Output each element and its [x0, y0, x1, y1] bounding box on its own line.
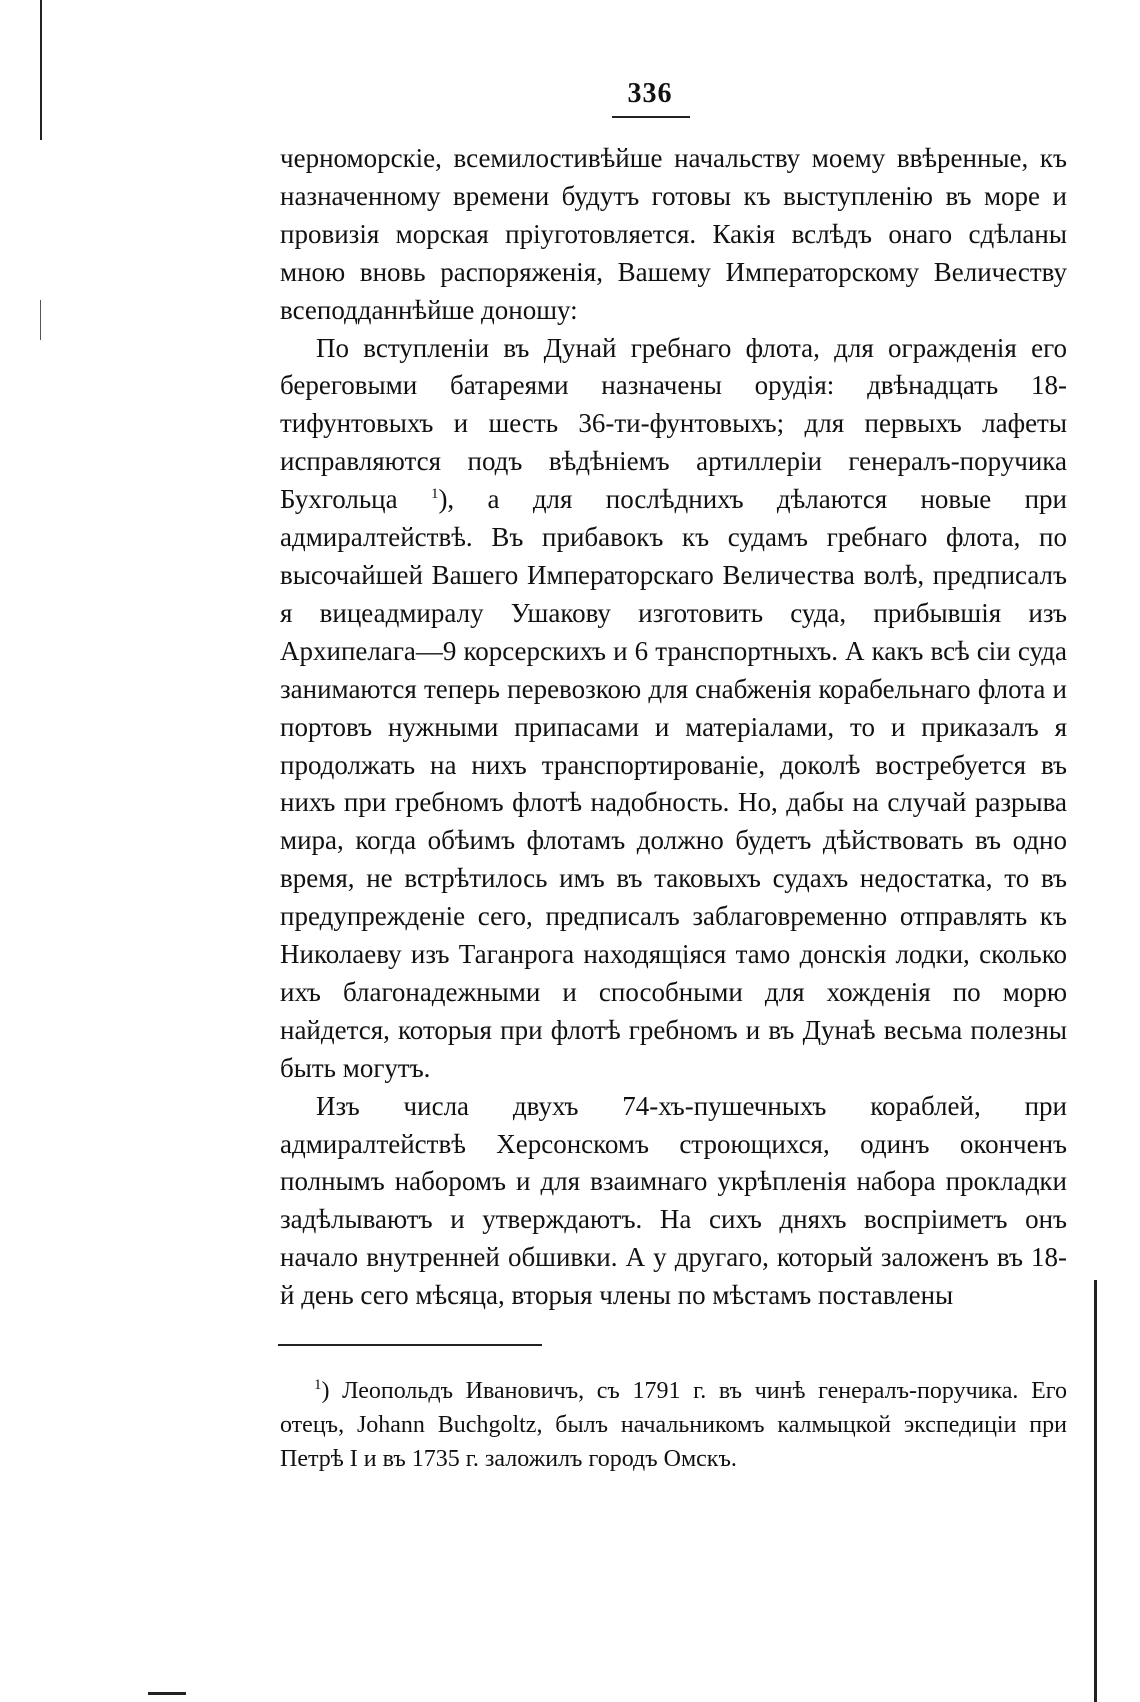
paragraph	[280, 330, 1067, 1088]
scan-mark	[148, 1692, 186, 1695]
paragraph-text: По вступленіи въ Дунай гребнаго флота, для огражденія его береговыми батареями назначены орудія: двѣнадцать 18-тифунтовыхъ и шесть 36-ти-фунтовыхъ; для первыхъ лафеты исправляются подъ вѣдѣніемъ артиллеріи генералъ-поручика Бухгольца	[280, 332, 1067, 515]
scan-edge-line	[40, 0, 42, 140]
paragraph: Изъ числа двухъ 74-хъ-пушечныхъ кораблей, при адмиралтействѣ Херсонскомъ строющихся, одинъ оконченъ полнымъ наборомъ и для взаимнаго укрѣпленія набора прокладки задѣлываютъ и утверждаютъ. На сихъ дняхъ воспріиметъ онъ начало внутренней обшивки. А у другаго, который заложенъ въ 18-й день сего мѣсяца, вторыя члены по мѣстамъ поставлены	[280, 1090, 1067, 1311]
paragraph: черноморскіе, всемилостивѣйше начальству моему ввѣренные, къ назначенному времени будутъ готовы къ выступленію въ море и провизія морская пріуготовляется. Какія вслѣдъ онаго сдѣланы мною вновь распоряженія, Вашему Императорскому Величеству всеподданнѣйше доношу:	[280, 143, 1067, 325]
footnote-reference: 1	[430, 486, 439, 503]
body-text	[280, 140, 1067, 1315]
footnote-separator	[278, 1344, 542, 1346]
paragraph-text: ), а для послѣднихъ дѣлаются новые при адмиралтействѣ. Въ прибавокъ къ судамъ гребнаго флота, по высочайшей Вашего Императорскаго Величества волѣ, предписалъ я вицеадмиралу Ушакову изготовить суда, прибывшія изъ Архипелага—9 корсерскихъ и 6 транспортныхъ. А какъ всѣ сіи суда занимаются теперь перевозкою для снабженія корабельнаго флота и портовъ нужными припасами и матеріалами, то и приказалъ я продолжать на нихъ транспортированіе, доколѣ востребуется въ нихъ при гребномъ флотѣ надобность. Но, дабы на случай разрыва мира, когда обѣимъ флотамъ должно будетъ дѣйствовать въ одно время, не встрѣтилось имъ въ таковыхъ судахъ недостатка, то въ предупрежденіе сего, предписалъ заблаговременно отправлять къ Николаеву изъ Таганрога находящіяся тамо донскія лодки, сколько ихъ благонадежными и способными для хожденія по морю найдется, которыя при флотѣ гребномъ и въ Дунаѣ весьма полезны быть могутъ.	[280, 484, 1067, 1083]
footnote-mark: 1	[314, 1377, 322, 1393]
scan-edge-line	[1094, 1280, 1097, 1702]
scan-edge-line	[40, 300, 41, 340]
footnote-text: ) Леопольдъ Ивановичъ, съ 1791 г. въ чинѣ генералъ-поручика. Его отецъ, Johann Buchgoltz, былъ начальникомъ калмыцкой экспедиціи при Петрѣ I и въ 1735 г. заложилъ городъ Омскъ.	[280, 1378, 1067, 1472]
footnote	[280, 1374, 1067, 1476]
page-number-rule	[612, 116, 690, 118]
page-number: 336	[627, 78, 673, 109]
